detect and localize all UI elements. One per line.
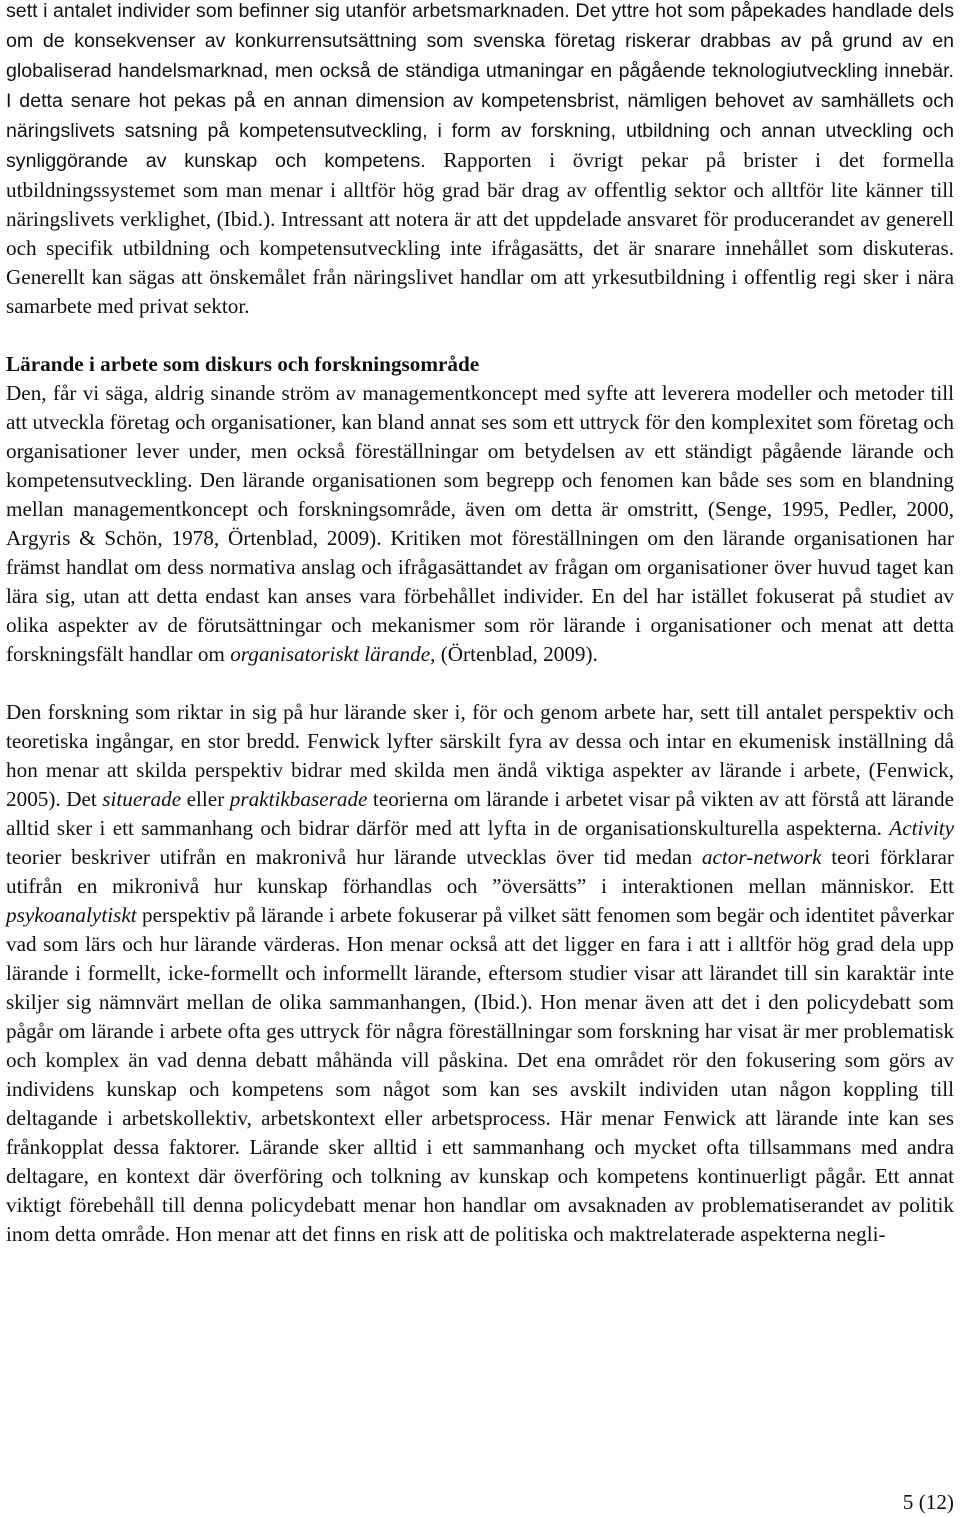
paragraph-1-serif-text-a: Rapporten i övrigt pekar på brister i det formella utbildningssystemet som man menar i alltför hög grad bär drag av offentlig sektor och alltför lite känner till näringslivets verklighet, (Ibid.). — [6, 148, 954, 231]
paragraph-1-serif-text-b: Intressant att notera är att det uppdelade ansvaret för producerandet av generell och specifik utbildning och kompetensutveckling inte ifrågasätts, det är snarare innehållet som diskuteras. Generellt kan sägas att önskemålet från näringslivet handlar om att yrkesutbildning i offentlig regi sker i nära samarbete med privat sektor. — [6, 207, 954, 318]
paragraph-1-sans-text-2: I detta senare hot pekas på en annan dimension av kompetensbrist, nämligen behovet av samhällets och näringslivets satsning på kompetensutveckling, i form av forskning, utbildning och annan utveckling och synliggörande av kunskap och kompetens. — [6, 90, 954, 172]
paragraph-3-text-1: Den forskning som riktar in sig på hur lärande sker i, för och genom arbete har, sett till antalet perspektiv och teoretiska ingångar, en stor bredd. Fenwick lyfter särskilt fyra av dessa och intar en ekumenisk inställning då hon menar att skilda perspektiv bidrar med skilda men ändå viktiga aspekter av lärande i arbete, (Fenwick, 2005). Det — [6, 700, 954, 811]
paragraph-2-text-2: , (Örtenblad, 2009). — [430, 642, 598, 666]
body-paragraph-2 — [6, 379, 954, 669]
paragraph-2-italic-term: organisatoriskt lärande — [230, 642, 431, 666]
section-heading: Lärande i arbete som diskurs och forskningsområde — [6, 352, 480, 376]
paragraph-3-text-3: teorierna om lärande i arbetet visar på vikten av att förstå att lärande alltid sker i ett sammanhang och bidrar därför med att lyfta in de organisationskulturella aspekterna. — [6, 787, 954, 840]
page-number: 5 (12) — [902, 1490, 954, 1514]
paragraph-3-text-6: perspektiv på lärande i arbete fokuserar på vilket sätt fenomen som begär och identitet påverkar vad som lärs och hur lärande värderas. Hon menar också att det ligger en fara i att i alltför hög grad dela upp lärande i formellt, icke-formellt och informellt lärande, eftersom studier visar att lärandet till sin karaktär inte skiljer sig nämnvärt mellan de olika sammanhangen, (Ibid.). Hon menar även att det i den policydebatt som pågår om lärande i arbete ofta ges uttryck för några föreställningar som forskning har visat är mer problematisk och komplex än vad denna debatt måhända vill påskina. Det ena området rör den fokusering som görs av individens kunskap och kompetens som något som kan ses avskilt individen utan någon koppling till deltagande i arbetskollektiv, arbetskontext eller arbetsprocess. Här menar Fenwick att lärande inte kan ses frånkopplat dessa faktorer. Lärande sker alltid i ett sammanhang och mycket ofta tillsammans med andra deltagare, en kontext där överföring och tolkning av kunskap och kompetens kontinuerligt pågår. Ett annat viktigt förebehåll till denna policydebatt menar hon handlar om avsaknaden av problematiserandet av politik inom detta område. Hon menar att det finns en risk att de politiska och maktrelaterade aspekterna negli- — [6, 903, 954, 1246]
paragraph-spacer — [6, 321, 954, 350]
document-page — [6, 0, 954, 1249]
paragraph-3-italic-activity: Activity — [889, 816, 954, 840]
paragraph-3-italic-actor-network: actor-network — [701, 845, 822, 869]
paragraph-1-sans-text: sett i antalet individer som befinner sig utanför arbetsmarknaden. Det yttre hot som påpekades handlade dels om de konsekvenser av konkurrensutsättning som svenska företag riskerar drabbas av på grund av en globaliserad handelsmarknad, men också de ständiga utmaningar en pågående teknologiutveckling innebär. — [6, 0, 954, 82]
paragraph-3-italic-praktikbaserade: praktikbaserade — [229, 787, 368, 811]
body-paragraph-3 — [6, 698, 954, 1249]
body-paragraph-1 — [6, 0, 954, 321]
paragraph-3-italic-situerade: situerade — [102, 787, 182, 811]
paragraph-3-italic-psykoanalytiskt: psykoanalytiskt — [6, 903, 137, 927]
paragraph-spacer — [6, 669, 954, 698]
paragraph-3-text-2: eller — [181, 787, 230, 811]
paragraph-3-text-5: teori förklarar utifrån en mikronivå hur kunskap förhandlas och ”översätts” i interaktionen mellan människor. Ett — [6, 845, 954, 898]
paragraph-3-text-4: teorier beskriver utifrån en makronivå hur lärande utvecklas över tid medan — [6, 845, 702, 869]
paragraph-2-text-1: Den, får vi säga, aldrig sinande ström av managementkoncept med syfte att leverera modeller och metoder till att utveckla företag och organisationer, kan bland annat ses som ett uttryck för den komplexitet som företag och organisationer lever under, men också föreställningar om betydelsen av ett ständigt pågående lärande och kompetensutveckling. Den lärande organisationen som begrepp och fenomen kan både ses som en blandning mellan managementkoncept och forskningsområde, även om detta är omstritt, (Senge, 1995, Pedler, 2000, Argyris & Schön, 1978, Örtenblad, 2009). Kritiken mot föreställningen om den lärande organisationen har främst handlat om dess normativa anslag och ifrågasättandet av frågan om organisationer över huvud taget kan lära sig, utan att detta endast kan anses vara förbehållet individer. En del har istället fokuserat på studiet av olika aspekter av de förutsättningar och mekanismer som rör lärande i organisationer och menat att detta forskningsfält handlar om — [6, 381, 954, 666]
